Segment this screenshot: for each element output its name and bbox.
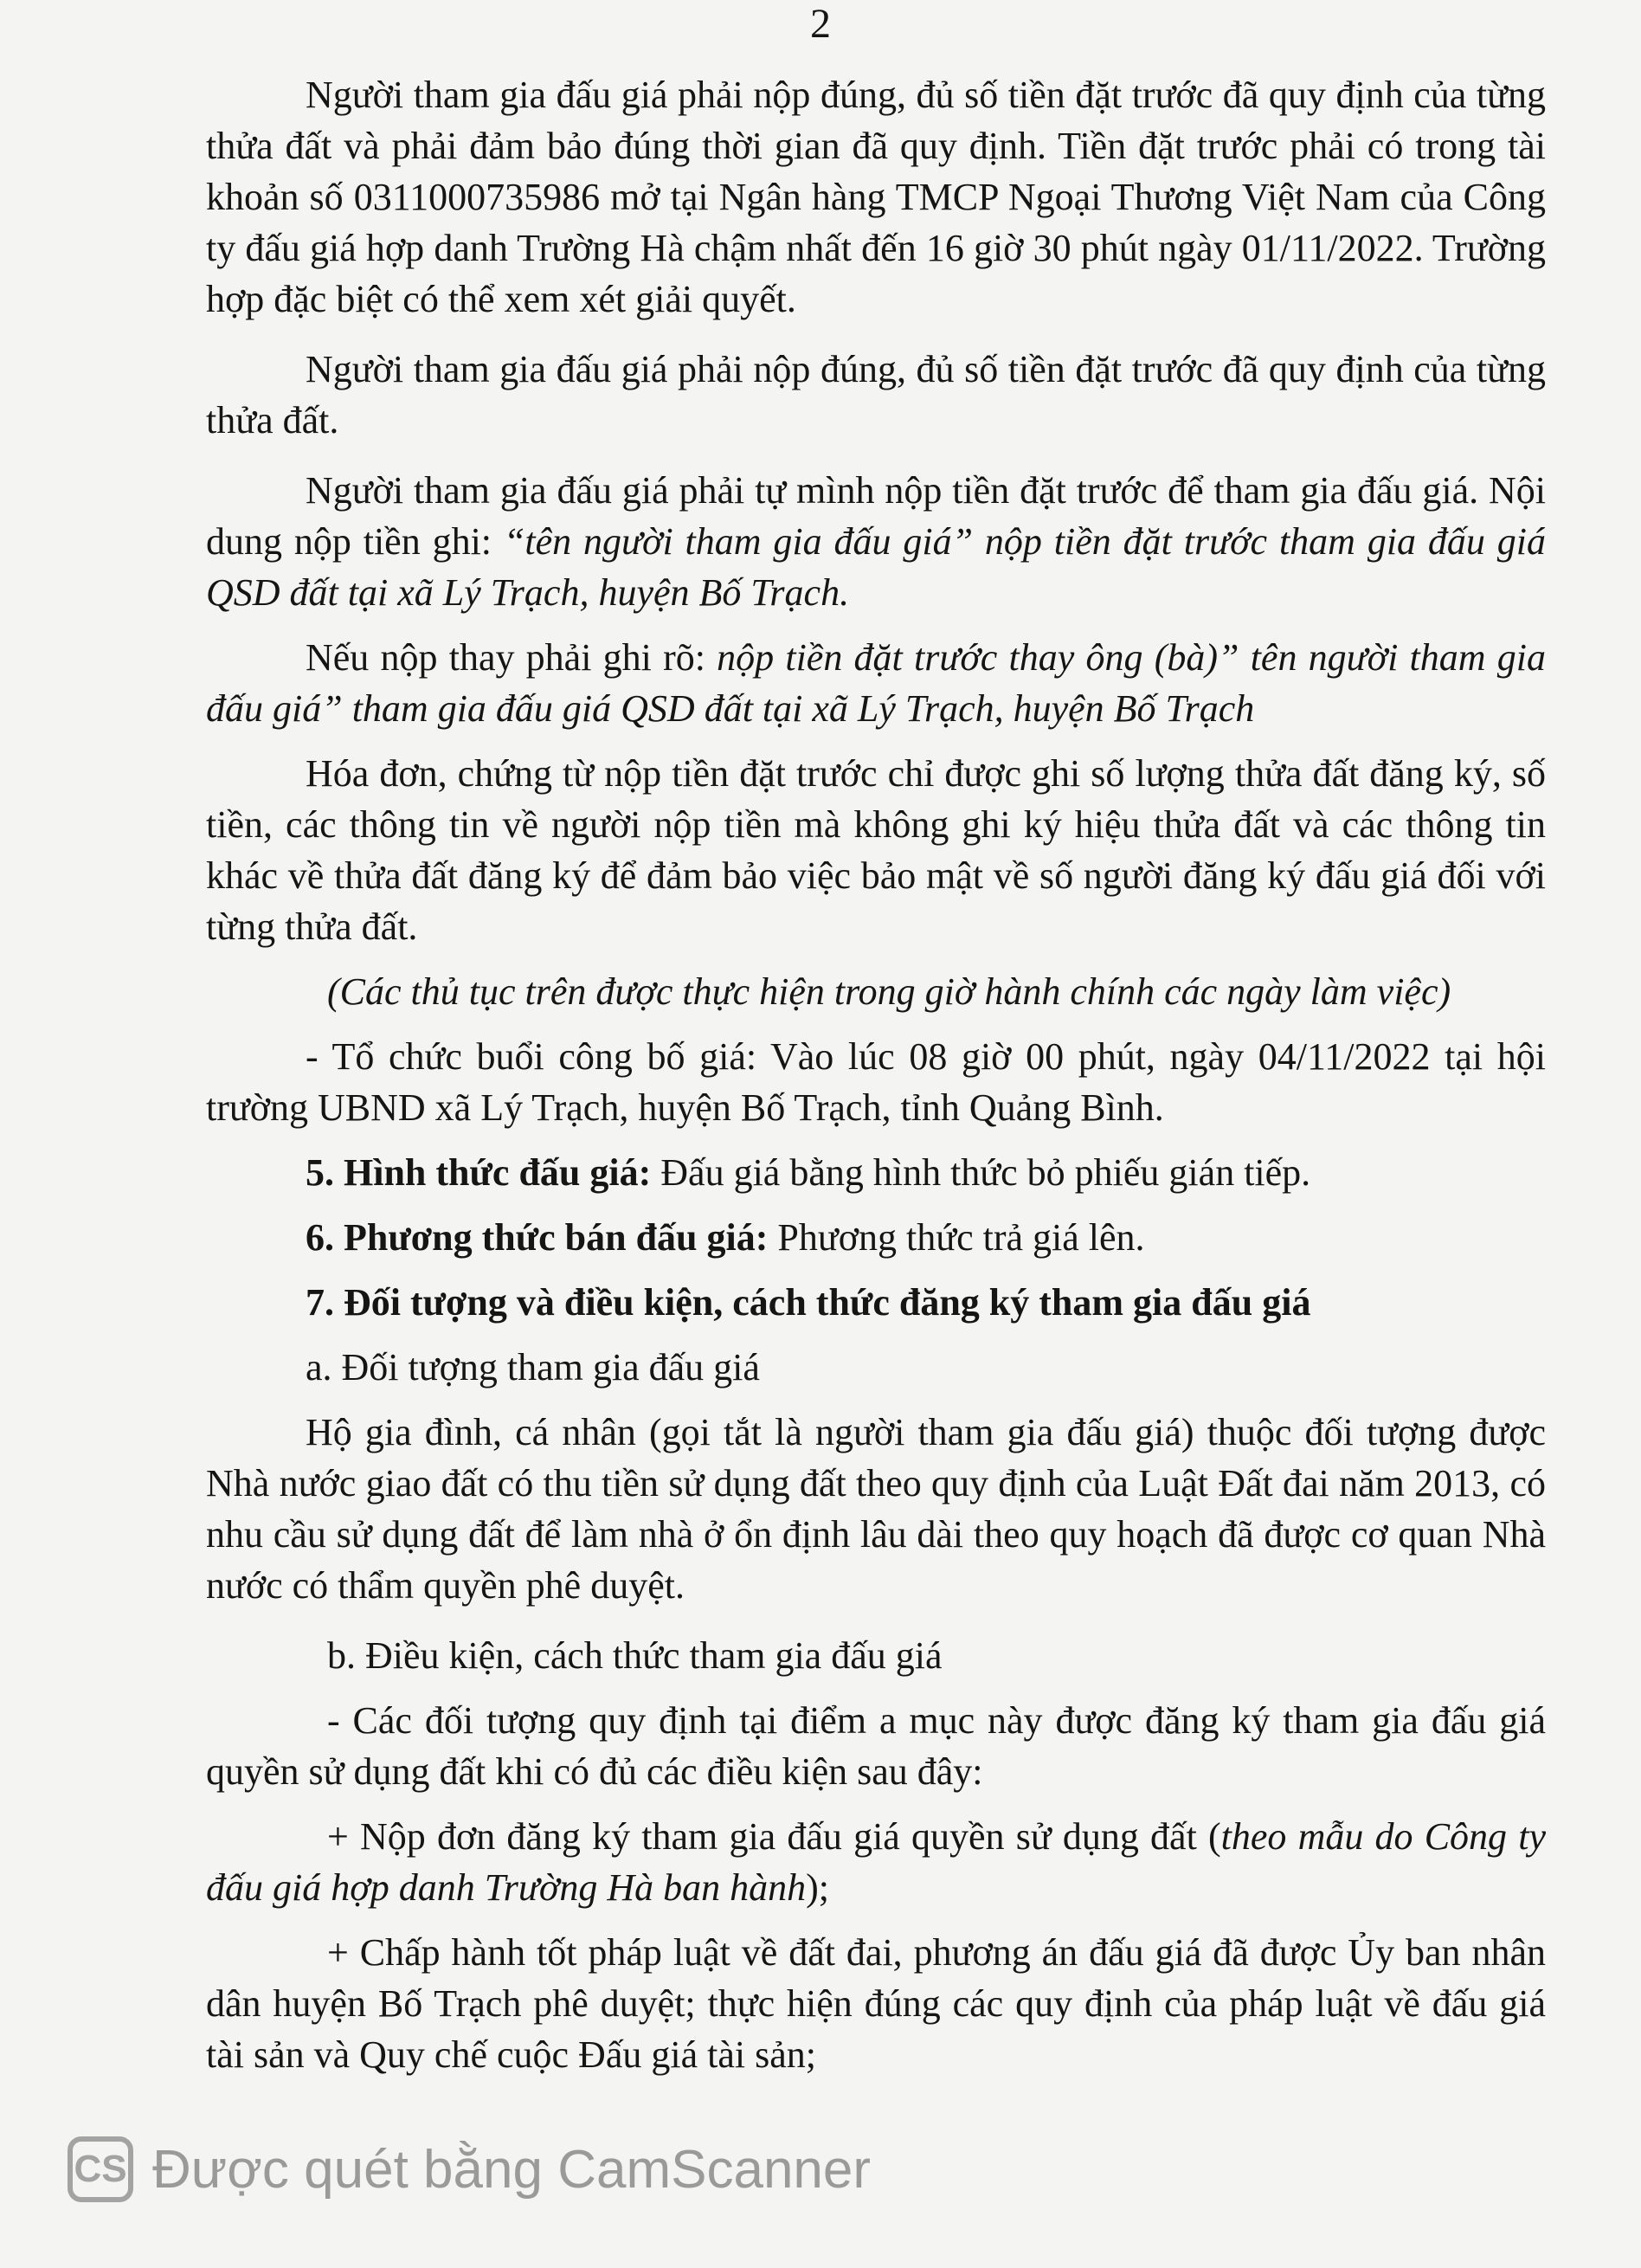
camscanner-watermark xyxy=(68,2136,871,2202)
section-7-heading: 7. Đối tượng và điều kiện, cách thức đăng ký tham gia đấu giá xyxy=(306,1281,1311,1324)
condition-application-italic: theo mẫu do Công ty đấu giá hợp danh Trường Hà ban hành xyxy=(206,1815,1546,1909)
section-6-text: Phương thức trả giá lên. xyxy=(768,1216,1145,1259)
paragraph-proxy-payment-italic: nộp tiền đặt trước thay ông (bà)” tên người tham gia đấu giá” tham gia đấu giá QSD đất tại xã Lý Trạch, huyện Bố Trạch xyxy=(206,636,1546,730)
watermark-text: Được quét bằng CamScanner xyxy=(152,2139,872,2200)
subsection-b-heading: b. Điều kiện, cách thức tham gia đấu giá xyxy=(327,1634,943,1677)
paragraph-condition-application xyxy=(206,1811,1546,1913)
section-6-heading: 6. Phương thức bán đấu giá: xyxy=(306,1216,769,1259)
camscanner-logo-icon: CS xyxy=(68,2136,133,2202)
paragraph-price-announcement: - Tổ chức buổi công bố giá: Vào lúc 08 giờ 00 phút, ngày 04/11/2022 tại hội trường UBND xã Lý Trạch, huyện Bố Trạch, tỉnh Quảng Bình. xyxy=(206,1035,1546,1129)
condition-application-lead: + Nộp đơn đăng ký tham gia đấu giá quyền sử dụng đất ( xyxy=(327,1815,1221,1858)
paragraph-deposit-amount: Người tham gia đấu giá phải nộp đúng, đủ số tiền đặt trước đã quy định của từng thửa đất. xyxy=(206,348,1546,441)
section-5-text: Đấu giá bằng hình thức bỏ phiếu gián tiếp. xyxy=(651,1151,1311,1194)
page-number: 2 xyxy=(810,1,831,47)
condition-application-tail: ); xyxy=(806,1866,830,1909)
section-5-heading: 5. Hình thức đấu giá: xyxy=(306,1151,652,1194)
paragraph-participants: Hộ gia đình, cá nhân (gọi tắt là người tham gia đấu giá) thuộc đối tượng được Nhà nước giao đất có thu tiền sử dụng đất theo quy định của Luật Đất đai năm 2013, có nhu cầu sử dụng đất để làm nhà ở ổn định lâu dài theo quy hoạch đã được cơ quan Nhà nước có thẩm quyền phê duyệt. xyxy=(206,1411,1546,1607)
note-working-hours: (Các thủ tục trên được thực hiện trong giờ hành chính các ngày làm việc) xyxy=(327,970,1451,1013)
paragraph-payment-content-lead: Người tham gia đấu giá phải tự mình nộp tiền đặt trước để tham gia đấu giá. Nội dung nộp tiền ghi: xyxy=(206,469,1546,563)
paragraph-payment-content-italic: “tên người tham gia đấu giá” nộp tiền đặt trước tham gia đấu giá QSD đất tại xã Lý Trạch, huyện Bố Trạch. xyxy=(206,520,1546,614)
section-5-auction-form xyxy=(206,1147,1546,1198)
paragraph-condition-compliance: + Chấp hành tốt pháp luật về đất đai, phương án đấu giá đã được Ủy ban nhân dân huyện Bố Trạch phê duyệt; thực hiện đúng các quy định của pháp luật về đấu giá tài sản và Quy chế cuộc Đấu giá tài sản; xyxy=(206,1931,1546,2076)
paragraph-invoice: Hóa đơn, chứng từ nộp tiền đặt trước chỉ được ghi số lượng thửa đất đăng ký, số tiền, các thông tin về người nộp tiền mà không ghi ký hiệu thửa đất và các thông tin khác về thửa đất đăng ký để đảm bảo việc bảo mật về số người đăng ký đấu giá đối với từng thửa đất. xyxy=(206,752,1546,948)
section-6-auction-method xyxy=(206,1212,1546,1263)
document-body xyxy=(206,69,1546,2080)
paragraph-proxy-payment-lead: Nếu nộp thay phải ghi rõ: xyxy=(306,636,718,679)
paragraph-proxy-payment xyxy=(206,632,1546,734)
paragraph-conditions: - Các đối tượng quy định tại điểm a mục này được đăng ký tham gia đấu giá quyền sử dụng đất khi có đủ các điều kiện sau đây: xyxy=(206,1699,1546,1793)
subsection-a-heading: a. Đối tượng tham gia đấu giá xyxy=(306,1346,760,1389)
paragraph-payment-content xyxy=(206,465,1546,618)
paragraph-deposit-account: Người tham gia đấu giá phải nộp đúng, đủ số tiền đặt trước đã quy định của từng thửa đất và phải đảm bảo đúng thời gian đã quy định. Tiền đặt trước phải có trong tài khoản số 0311000735986 mở tại Ngân hàng TMCP Ngoại Thương Việt Nam của Công ty đấu giá hợp danh Trường Hà chậm nhất đến 16 giờ 30 phút ngày 01/11/2022. Trường hợp đặc biệt có thể xem xét giải quyết. xyxy=(206,74,1546,320)
